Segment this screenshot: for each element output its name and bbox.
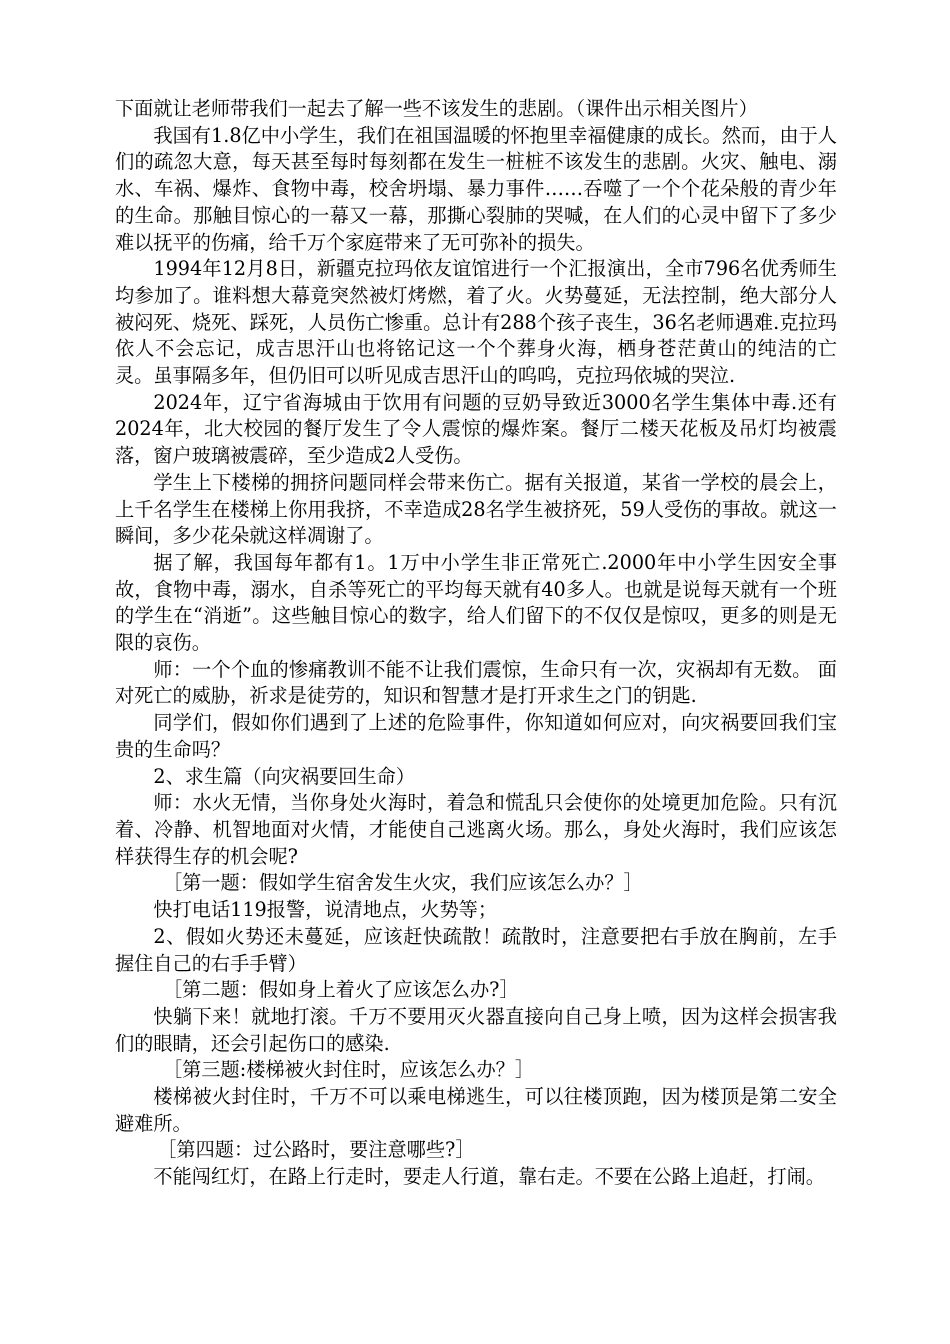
intro-paragraph: 下面就让老师带我们一起去了解一些不该发生的悲剧。（课件出示相关图片） bbox=[115, 97, 758, 120]
document-page bbox=[115, 96, 837, 1191]
haicheng-paragraph: 2024年，辽宁省海城由于饮用有问题的豆奶导致近3000名学生集体中毒.还有2024年，北大校园的餐厅发生了令人震惊的爆炸案。餐厅二楼天花板及吊灯均被震落，窗户玻璃被震碎，至少造成2人受伤。 bbox=[115, 390, 837, 468]
question-2: ［第二题：假如身上着火了应该怎么办?］ bbox=[163, 978, 519, 1002]
question-1: ［第一题：假如学生宿舍发生火灾，我们应该怎么办？］ bbox=[163, 871, 643, 895]
answer-1a: 快打电话119报警，说清地点，火势等； bbox=[153, 898, 498, 922]
karamay-fire-paragraph: 1994年12月8日，新疆克拉玛依友谊馆进行一个汇报演出，全市796名优秀师生均参加了。谁料想大幕竟突然被灯烤燃，着了火。火势蔓延，无法控制，绝大部分人被闷死、烧死、踩死，人员伤亡惨重。总计有288个孩子丧生，36名老师遇难.克拉玛依人不会忘记，成吉思汗山也将铭记这一个个葬身火海，栖身苍茫黄山的纯洁的亡灵。虽事隔多年，但仍旧可以听见成吉思汗山的呜呜，克拉玛依城的哭泣. bbox=[115, 257, 837, 388]
statistics-paragraph: 我国有1.8亿中小学生，我们在祖国温暖的怀抱里幸福健康的成长。然而，由于人们的疏忽大意，每天甚至每时每刻都在发生一桩桩不该发生的悲剧。火灾、触电、溺水、车祸、爆炸、食物中毒，校舍坍塌、暴力事件……吞噬了一个个花朵般的青少年的生命。那触目惊心的一幕又一幕，那撕心裂肺的哭喊，在人们的心灵中留下了多少难以抚平的伤痛，给千万个家庭带来了无可弥补的损失。 bbox=[115, 123, 837, 254]
question-3: ［第三题:楼梯被火封住时，应该怎么办？］ bbox=[163, 1058, 535, 1082]
deaths-paragraph: 据了解，我国每年都有1。1万中小学生非正常死亡.2000年中小学生因安全事故，食物中毒，溺水，自杀等死亡的平均每天就有40多人。也就是说每天就有一个班的学生在“消逝”。这些触目惊心的数字，给人们留下的不仅仅是惊叹，更多的则是无限的哀伤。 bbox=[115, 550, 837, 655]
teacher-fire-paragraph: 师：水火无情，当你身处火海时，着急和慌乱只会使你的处境更加危险。只有沉着、冷静、机智地面对火情，才能使自己逃离火场。那么，身处火海时，我们应该怎样获得生存的机会呢? bbox=[115, 791, 837, 868]
stairs-paragraph: 学生上下楼梯的拥挤问题同样会带来伤亡。据有关报道，某省一学校的晨会上，上千名学生在楼梯上你用我挤，不幸造成28名学生被挤死，59人受伤的事故。就这一瞬间，多少花朵就这样凋谢了。 bbox=[115, 470, 837, 548]
answer-3: 楼梯被火封住时，千万不可以乘电梯逃生，可以往楼顶跑，因为楼顶是第二安全避难所。 bbox=[115, 1085, 837, 1135]
question-4: ［第四题：过公路时，要注意哪些?］ bbox=[157, 1138, 475, 1162]
teacher-paragraph: 师：一个个血的惨痛教训不能不让我们震惊，生命只有一次，灾祸却有无数。 面对死亡的威胁，祈求是徒劳的，知识和智慧才是打开求生之门的钥匙. bbox=[115, 657, 837, 708]
answer-1b: 2、假如火势还未蔓延，应该赶快疏散！疏散时，注意要把右手放在胸前，左手握住自己的右手手臂） bbox=[115, 924, 837, 975]
answer-4: 不能闯红灯，在路上行走时，要走人行道，靠右走。不要在公路上追赶，打闹。 bbox=[153, 1165, 825, 1189]
students-question-paragraph: 同学们，假如你们遇到了上述的危险事件，你知道如何应对，向灾祸要回我们宝贵的生命吗？ bbox=[115, 711, 837, 761]
section-heading: 2、求生篇（向灾祸要回生命） bbox=[153, 764, 416, 788]
answer-2: 快躺下来！就地打滚。千万不要用灭火器直接向自己身上喷，因为这样会损害我们的眼睛，还会引起伤口的感染. bbox=[115, 1004, 837, 1055]
